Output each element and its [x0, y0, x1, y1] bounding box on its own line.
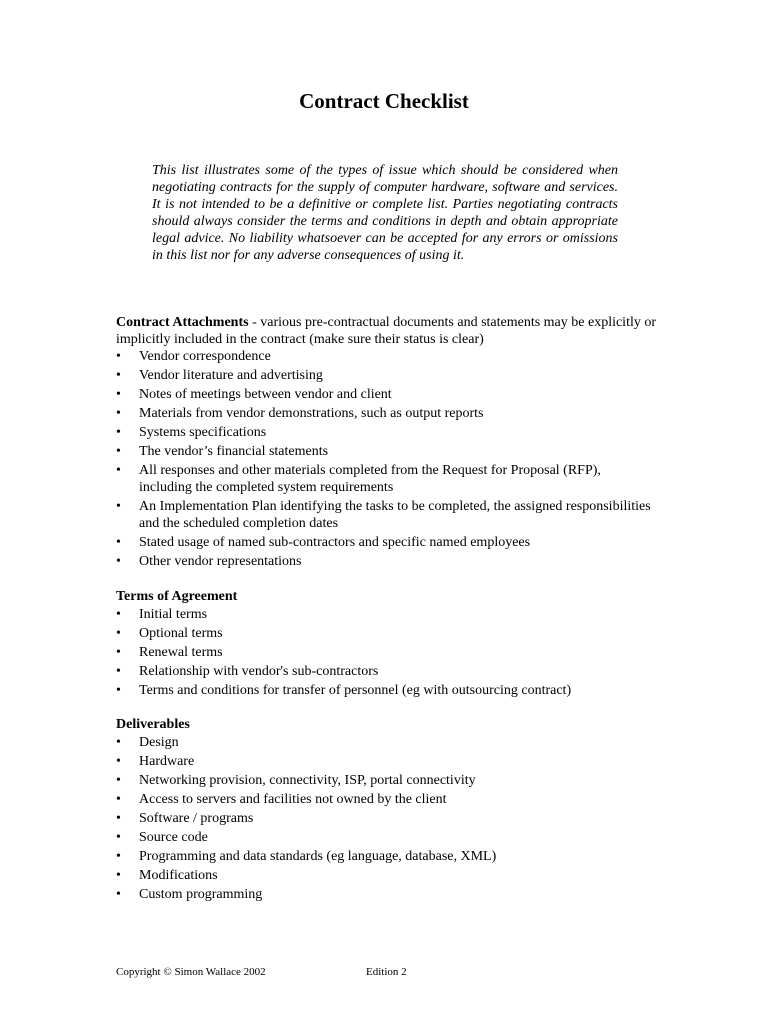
bullet-icon: • — [116, 664, 121, 679]
list-item — [116, 734, 656, 751]
list-item — [116, 625, 656, 642]
list-item — [116, 405, 656, 422]
bullet-icon: • — [116, 425, 121, 440]
bullet-icon: • — [116, 499, 121, 514]
bullet-icon: • — [116, 773, 121, 788]
bullet-icon: • — [116, 463, 121, 478]
bullet-icon: • — [116, 683, 121, 698]
bullet-icon: • — [116, 444, 121, 459]
list-item-text: Vendor correspondence — [139, 349, 271, 364]
list-item — [116, 606, 656, 623]
list-item — [116, 644, 656, 661]
list-item-text: The vendor’s financial statements — [139, 444, 329, 459]
bullet-icon: • — [116, 368, 121, 383]
list-item — [116, 498, 656, 532]
bullet-icon: • — [116, 535, 121, 550]
footer-copyright: Copyright © Simon Wallace 2002 — [116, 966, 266, 978]
bullet-icon: • — [116, 887, 121, 902]
list-item — [116, 462, 656, 496]
bullet-list — [116, 606, 656, 699]
list-item-text: Notes of meetings between vendor and client — [139, 387, 392, 402]
disclaimer-paragraph: This list illustrates some of the types of issue which should be considered when negotiating contracts for the supply of computer hardware, software and services. It is not intended to be a definitive or complete list. Parties negotiating contracts should always consider the terms and conditions in depth and obtain appropriate legal advice. No liability whatsoever can be accepted for any errors or omissions in this list nor for any adverse consequences of using it. — [152, 163, 618, 263]
footer-edition: Edition 2 — [366, 966, 407, 978]
page-title: Contract Checklist — [299, 89, 469, 113]
bullet-icon: • — [116, 868, 121, 883]
bullet-icon: • — [116, 349, 121, 364]
section-intro-text: - various pre-contractual documents and statements may be explicitly or implicitly included in the contract (make sure their status is clear) — [116, 315, 657, 347]
section-heading: Contract Attachments — [116, 315, 249, 330]
list-item — [116, 386, 656, 403]
section-heading: Deliverables — [116, 717, 190, 732]
list-item — [116, 443, 656, 460]
list-item — [116, 753, 656, 770]
list-item-text: Networking provision, connectivity, ISP, portal connectivity — [139, 773, 476, 788]
list-item — [116, 772, 656, 789]
list-item-text: Custom programming — [139, 887, 263, 902]
list-item-text: Materials from vendor demonstrations, such as output reports — [139, 406, 484, 421]
bullet-icon: • — [116, 406, 121, 421]
bullet-list — [116, 348, 656, 570]
list-item — [116, 663, 656, 680]
list-item-text: Vendor literature and advertising — [139, 368, 323, 383]
list-item-text: Systems specifications — [139, 425, 267, 440]
list-item-text: Access to servers and facilities not owned by the client — [139, 792, 447, 807]
list-item — [116, 848, 656, 865]
list-item-text: Terms and conditions for transfer of personnel (eg with outsourcing contract) — [139, 683, 572, 698]
list-item-text: Modifications — [139, 868, 218, 883]
list-item — [116, 348, 656, 365]
list-item-text: Renewal terms — [139, 645, 223, 660]
bullet-icon: • — [116, 607, 121, 622]
list-item — [116, 810, 656, 827]
list-item-text: All responses and other materials completed from the Request for Proposal (RFP), including the completed system requirements — [139, 463, 601, 495]
section-terms-of-agreement — [116, 587, 656, 701]
list-item-text: Initial terms — [139, 607, 208, 622]
bullet-icon: • — [116, 626, 121, 641]
bullet-icon: • — [116, 849, 121, 864]
list-item-text: Hardware — [139, 754, 195, 769]
section-contract-attachments — [116, 314, 656, 572]
bullet-icon: • — [116, 735, 121, 750]
list-item-text: Relationship with vendor's sub-contractors — [139, 664, 379, 679]
list-item — [116, 829, 656, 846]
bullet-icon: • — [116, 830, 121, 845]
list-item-text: Programming and data standards (eg language, database, XML) — [139, 849, 497, 864]
list-item-text: Other vendor representations — [139, 554, 302, 569]
list-item-text: Source code — [139, 830, 208, 845]
list-item-text: Stated usage of named sub-contractors and specific named employees — [139, 535, 531, 550]
list-item-text: Optional terms — [139, 626, 223, 641]
list-item — [116, 682, 656, 699]
list-item — [116, 367, 656, 384]
list-item — [116, 534, 656, 551]
bullet-icon: • — [116, 554, 121, 569]
section-intro-paragraph — [116, 314, 656, 348]
list-item-text: Software / programs — [139, 811, 254, 826]
list-item — [116, 867, 656, 884]
bullet-icon: • — [116, 811, 121, 826]
bullet-list — [116, 734, 656, 903]
list-item-text: Design — [139, 735, 179, 750]
list-item — [116, 424, 656, 441]
list-item — [116, 886, 656, 903]
bullet-icon: • — [116, 754, 121, 769]
section-deliverables — [116, 715, 656, 905]
list-item — [116, 553, 656, 570]
list-item — [116, 791, 656, 808]
bullet-icon: • — [116, 387, 121, 402]
bullet-icon: • — [116, 645, 121, 660]
bullet-icon: • — [116, 792, 121, 807]
section-heading: Terms of Agreement — [116, 589, 238, 604]
list-item-text: An Implementation Plan identifying the tasks to be completed, the assigned responsibilities and the scheduled completion dates — [139, 499, 651, 531]
